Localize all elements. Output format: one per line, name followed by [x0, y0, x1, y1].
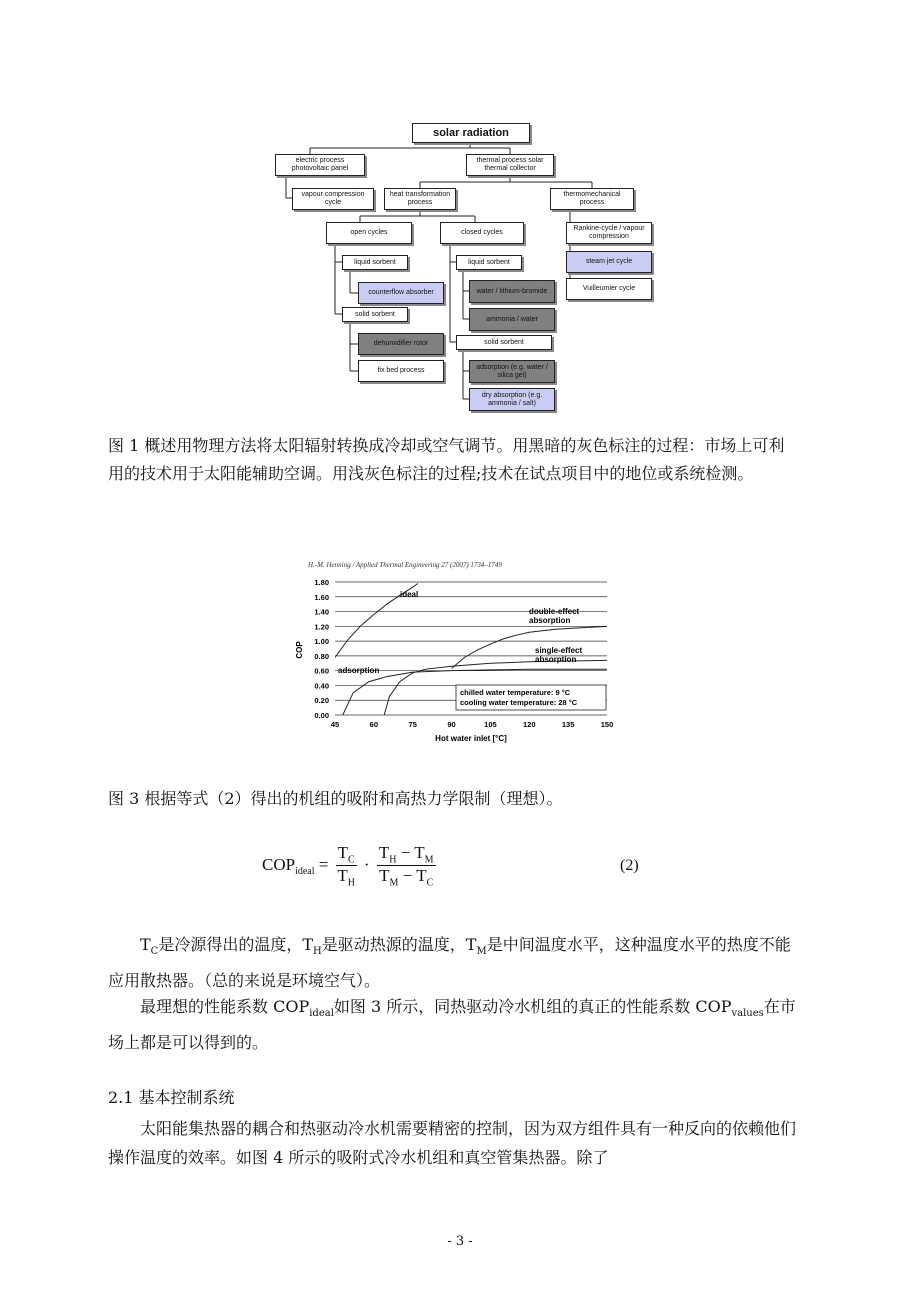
- y-tick-6: 1.20: [314, 622, 329, 632]
- x-tick-4: 105: [484, 720, 497, 729]
- frac2-den-sub2: C: [426, 877, 434, 889]
- paragraph-cop: [108, 992, 798, 1057]
- p1-s2: H: [313, 946, 322, 958]
- frac2-num-sub2: M: [424, 854, 434, 866]
- frac2-den: T: [379, 866, 390, 886]
- p2-t1: 最理想的性能系数 COP: [140, 997, 310, 1016]
- legend-line-2: cooling water temperature: 28 °C: [460, 698, 578, 707]
- flow-heat-transformation: heat transformation process: [384, 188, 456, 210]
- label-double-effect-1: double-effect: [529, 607, 580, 616]
- label-adsorption: adsorption: [338, 666, 380, 675]
- y-axis-label: COP: [295, 641, 304, 659]
- frac2-num-sub1: H: [389, 854, 397, 866]
- figure-1-caption: 图 1 概述用物理方法将太阳辐射转换成冷却或空气调节。用黑暗的灰色标注的过程：市场上可利用的技术用于太阳能辅助空调。用浅灰色标注的过程;技术在试点项目中的地位或系统检测。: [108, 436, 785, 483]
- p1-t2: 是冷源得出的温度，T: [158, 935, 314, 954]
- section-heading: 2.1 基本控制系统: [108, 1088, 235, 1107]
- frac2-num: T: [378, 843, 390, 862]
- p2-s2: values: [731, 1008, 764, 1020]
- label-double-effect-2: absorption: [529, 616, 571, 625]
- flow-liquid-sorbent-closed: liquid sorbent: [456, 255, 522, 270]
- flow-thermomechanical: thermomechanical process: [550, 188, 634, 210]
- flow-root: solar radiation: [412, 123, 530, 143]
- y-tick-3: 0.60: [314, 666, 329, 676]
- figure-3-caption: 图 3 根据等式（2）得出的机组的吸附和高热力学限制（理想）。: [108, 789, 563, 808]
- flow-fix-bed: fix bed process: [358, 360, 444, 382]
- p1-t4: 是中间温度水平，这种温度水平的热度不能应用散热器。（总的来说是环境空气）。: [108, 935, 791, 991]
- x-tick-2: 75: [408, 720, 417, 729]
- formula-fraction-1: [336, 843, 357, 889]
- flow-steam-jet: steam jet cycle: [566, 251, 652, 273]
- page-number: - 3 -: [447, 1234, 473, 1249]
- frac1-den: T: [337, 866, 348, 886]
- label-double-effect: [529, 607, 580, 625]
- x-tick-7: 150: [600, 720, 614, 729]
- frac1-num-sub: C: [348, 854, 355, 866]
- y-tick-9: 1.80: [314, 578, 329, 587]
- chart-header: H.-M. Henning / Applied Thermal Engineering 27 (2007) 1734–1749: [308, 561, 502, 569]
- x-tick-3: 90: [447, 720, 456, 729]
- x-tick-6: 135: [561, 720, 575, 729]
- x-tick-0: 45: [330, 720, 340, 729]
- label-single-effect-2: absorption: [535, 655, 577, 664]
- p2-s1: ideal: [309, 1008, 334, 1020]
- p1-t1: T: [140, 935, 151, 954]
- flow-water-libr: water / lithium-bromide: [469, 280, 555, 303]
- frac1-den-sub: H: [347, 877, 355, 889]
- p1-s3: M: [476, 946, 487, 958]
- flow-electric: electric process photovoltaic panel: [275, 154, 365, 176]
- cop-formula: [262, 843, 439, 889]
- formula-lhs-sub: ideal: [295, 866, 315, 878]
- y-tick-5: 1.00: [314, 637, 329, 647]
- flow-open-cycles: open cycles: [326, 222, 412, 244]
- p2-t2: 如图 3 所示，同热驱动冷水机组的真正的性能系数 COP: [333, 997, 732, 1016]
- formula-lhs: COP: [262, 854, 296, 874]
- y-tick-2: 0.40: [314, 681, 329, 691]
- flow-vuilleumier: Vuilleumier cycle: [566, 278, 652, 300]
- p1-s1: C: [150, 946, 159, 958]
- paragraph-temperatures: [108, 930, 798, 995]
- legend-line-1: chilled water temperature: 9 °C: [460, 688, 571, 697]
- x-tick-labels: [331, 720, 613, 729]
- formula-equals: =: [318, 854, 333, 874]
- p1-t3: 是驱动热源的温度，T: [321, 935, 477, 954]
- label-ideal: ideal: [400, 590, 419, 599]
- flow-adsorption: adsorption (e.g. water / silica gel): [469, 360, 555, 383]
- label-single-effect: [535, 646, 582, 664]
- y-tick-1: 0.20: [314, 696, 329, 706]
- cop-chart: [280, 555, 640, 750]
- x-axis-label: Hot water inlet [°C]: [435, 734, 507, 743]
- formula-dot: ·: [363, 854, 370, 874]
- frac2-den-sub1: M: [389, 877, 399, 889]
- y-tick-0: 0.00: [314, 711, 329, 720]
- flow-solid-sorbent-closed: solid sorbent: [456, 335, 552, 350]
- formula-number: (2): [620, 857, 639, 874]
- y-tick-4: 0.80: [314, 651, 329, 661]
- flow-liquid-sorbent-open: liquid sorbent: [342, 255, 408, 270]
- frac1-num: T: [337, 843, 348, 862]
- flow-ammonia-water: ammonia / water: [469, 308, 555, 331]
- y-tick-8: 1.60: [314, 592, 329, 602]
- frac2-num-mid: − T: [396, 843, 425, 862]
- flow-vapour: vapour compression cycle: [292, 188, 374, 210]
- formula-fraction-2: [377, 843, 436, 889]
- flow-dehumidifier: dehumidifier rotor: [358, 333, 444, 355]
- x-tick-5: 120: [523, 720, 536, 729]
- flow-counterflow: counterflow absorber: [358, 282, 444, 304]
- frac2-den-mid: − T: [398, 866, 427, 886]
- y-tick-7: 1.40: [314, 607, 329, 617]
- y-tick-labels: [314, 578, 329, 720]
- label-single-effect-1: single-effect: [535, 646, 583, 655]
- flow-dry-absorption: dry absorption (e.g. ammonia / salt): [469, 388, 555, 411]
- x-tick-1: 60: [369, 720, 379, 729]
- flow-thermal: thermal process solar thermal collector: [466, 154, 554, 176]
- solar-cooling-flowchart: [270, 118, 670, 418]
- flow-solid-sorbent-open: solid sorbent: [342, 307, 408, 322]
- flow-closed-cycles: closed cycles: [440, 222, 524, 244]
- flow-rankine: Rankine-cycle / vapour compression: [566, 222, 652, 244]
- paragraph-control: 太阳能集热器的耦合和热驱动冷水机需要精密的控制，因为双方组件具有一种反向的依赖他们操作温度的效率。如图 4 所示的吸附式冷水机组和真空管集热器。除了: [108, 1119, 797, 1167]
- p2-t3: 在市场上都是可以得到的。: [108, 997, 796, 1053]
